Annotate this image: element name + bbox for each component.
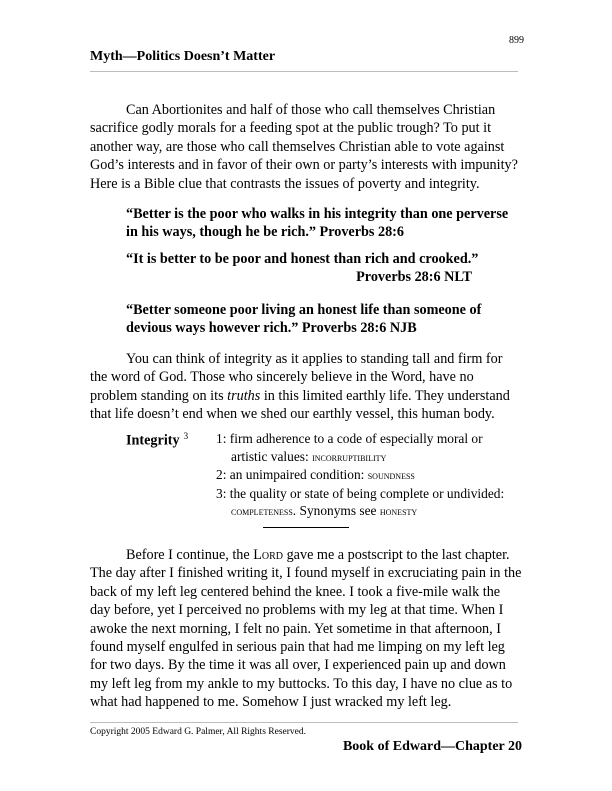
copyright-notice: Copyright 2005 Edward G. Palmer, All Rights Reserved. — [90, 727, 306, 737]
definition-item-2 — [216, 466, 526, 485]
definition-1-line-a: 1: firm adherence to a code of especially moral or — [216, 431, 483, 446]
footer-rule — [90, 722, 518, 723]
definition-list — [216, 430, 526, 521]
definition-1-text: artistic values: — [231, 448, 313, 464]
running-footer-title: Book of Edward—Chapter 20 — [342, 739, 522, 754]
definition-2-text: 2: an unimpaired condition: — [216, 467, 368, 483]
quote-proverbs-kjv: “Better is the poor who walks in his integrity than one perverse in his ways, though he be rich.” Proverbs 28:6 — [126, 206, 509, 241]
lord-small-caps: Lord — [253, 547, 284, 563]
page-number: 899 — [509, 35, 524, 46]
quote-proverbs-nlt: “It is better to be poor and honest than rich and crooked.” — [126, 251, 479, 267]
paragraph-postscript-text-a: Before I continue, the — [126, 547, 254, 563]
definition-3-mid: . Synonyms see — [292, 503, 380, 519]
definition-term-word: Integrity — [126, 432, 180, 449]
definition-3-synonym: completeness — [231, 504, 293, 519]
quote-ref-nlt: Proverbs 28:6 NLT — [356, 269, 472, 285]
definition-3-see-also: honesty — [379, 504, 418, 519]
definition-3-text: 3: the quality or state of being complete or undivided: — [216, 485, 505, 501]
definition-term — [126, 431, 188, 450]
paragraph-integrity-text-b: in this limited earthly life. They understand that life doesn’t end when we shed our earthly vessel, this human body. — [90, 387, 510, 423]
definition-item-1 — [216, 430, 526, 466]
paragraph-integrity — [90, 350, 522, 424]
header-rule — [90, 71, 518, 72]
definition-1-line-b — [216, 448, 526, 467]
definition-3-line-b — [216, 502, 526, 521]
paragraph-integrity-text-a: You can think of integrity as it applies to standing tall and firm for the word of God. Those who sincerely believe in the Word, have no problem standing on its — [90, 351, 503, 404]
emphasis-truths: truths — [227, 387, 261, 404]
paragraph-postscript-text-b: gave me a postscript to the last chapter. The day after I finished writing it, I found myself in excruciating pain in the back of my left leg centered behind the knee. I took a five-mile walk the day before, yet I perceived no problems with my leg at that time. When I awoke the next morning, I felt no pain. Yet sometime in that afternoon, I found myself engulfed in serious pain that had me limping on my left leg for two days. By the time it was all over, I experienced pain up and down my left leg from my ankle to my buttocks. To this day, I have no clue as to what had happened to me. Somehow I just wracked my left leg. — [90, 547, 522, 711]
quote-proverbs-njb: “Better someone poor living an honest life than someone of devious ways however rich.” Proverbs 28:6 NJB — [126, 302, 482, 337]
definition-2-synonym: soundness — [367, 468, 415, 483]
definition-item-3 — [216, 485, 526, 521]
footnote-marker: 3 — [183, 431, 189, 441]
paragraph-postscript — [90, 546, 522, 712]
paragraph-intro: Can Abortionites and half of those who call themselves Christian sacrifice godly morals for a feeding spot at the public trough? To put it another way, are those who call themselves Christian able to vote against God’s interests and in favor of their own or party’s interests with impunity? Here is a Bible clue that contrasts the issues of poverty and integrity. — [90, 102, 518, 192]
section-separator — [263, 527, 349, 528]
definition-1-synonym: incorruptibility — [312, 449, 387, 464]
running-header-title: Myth—Politics Doesn’t Matter — [90, 49, 276, 64]
